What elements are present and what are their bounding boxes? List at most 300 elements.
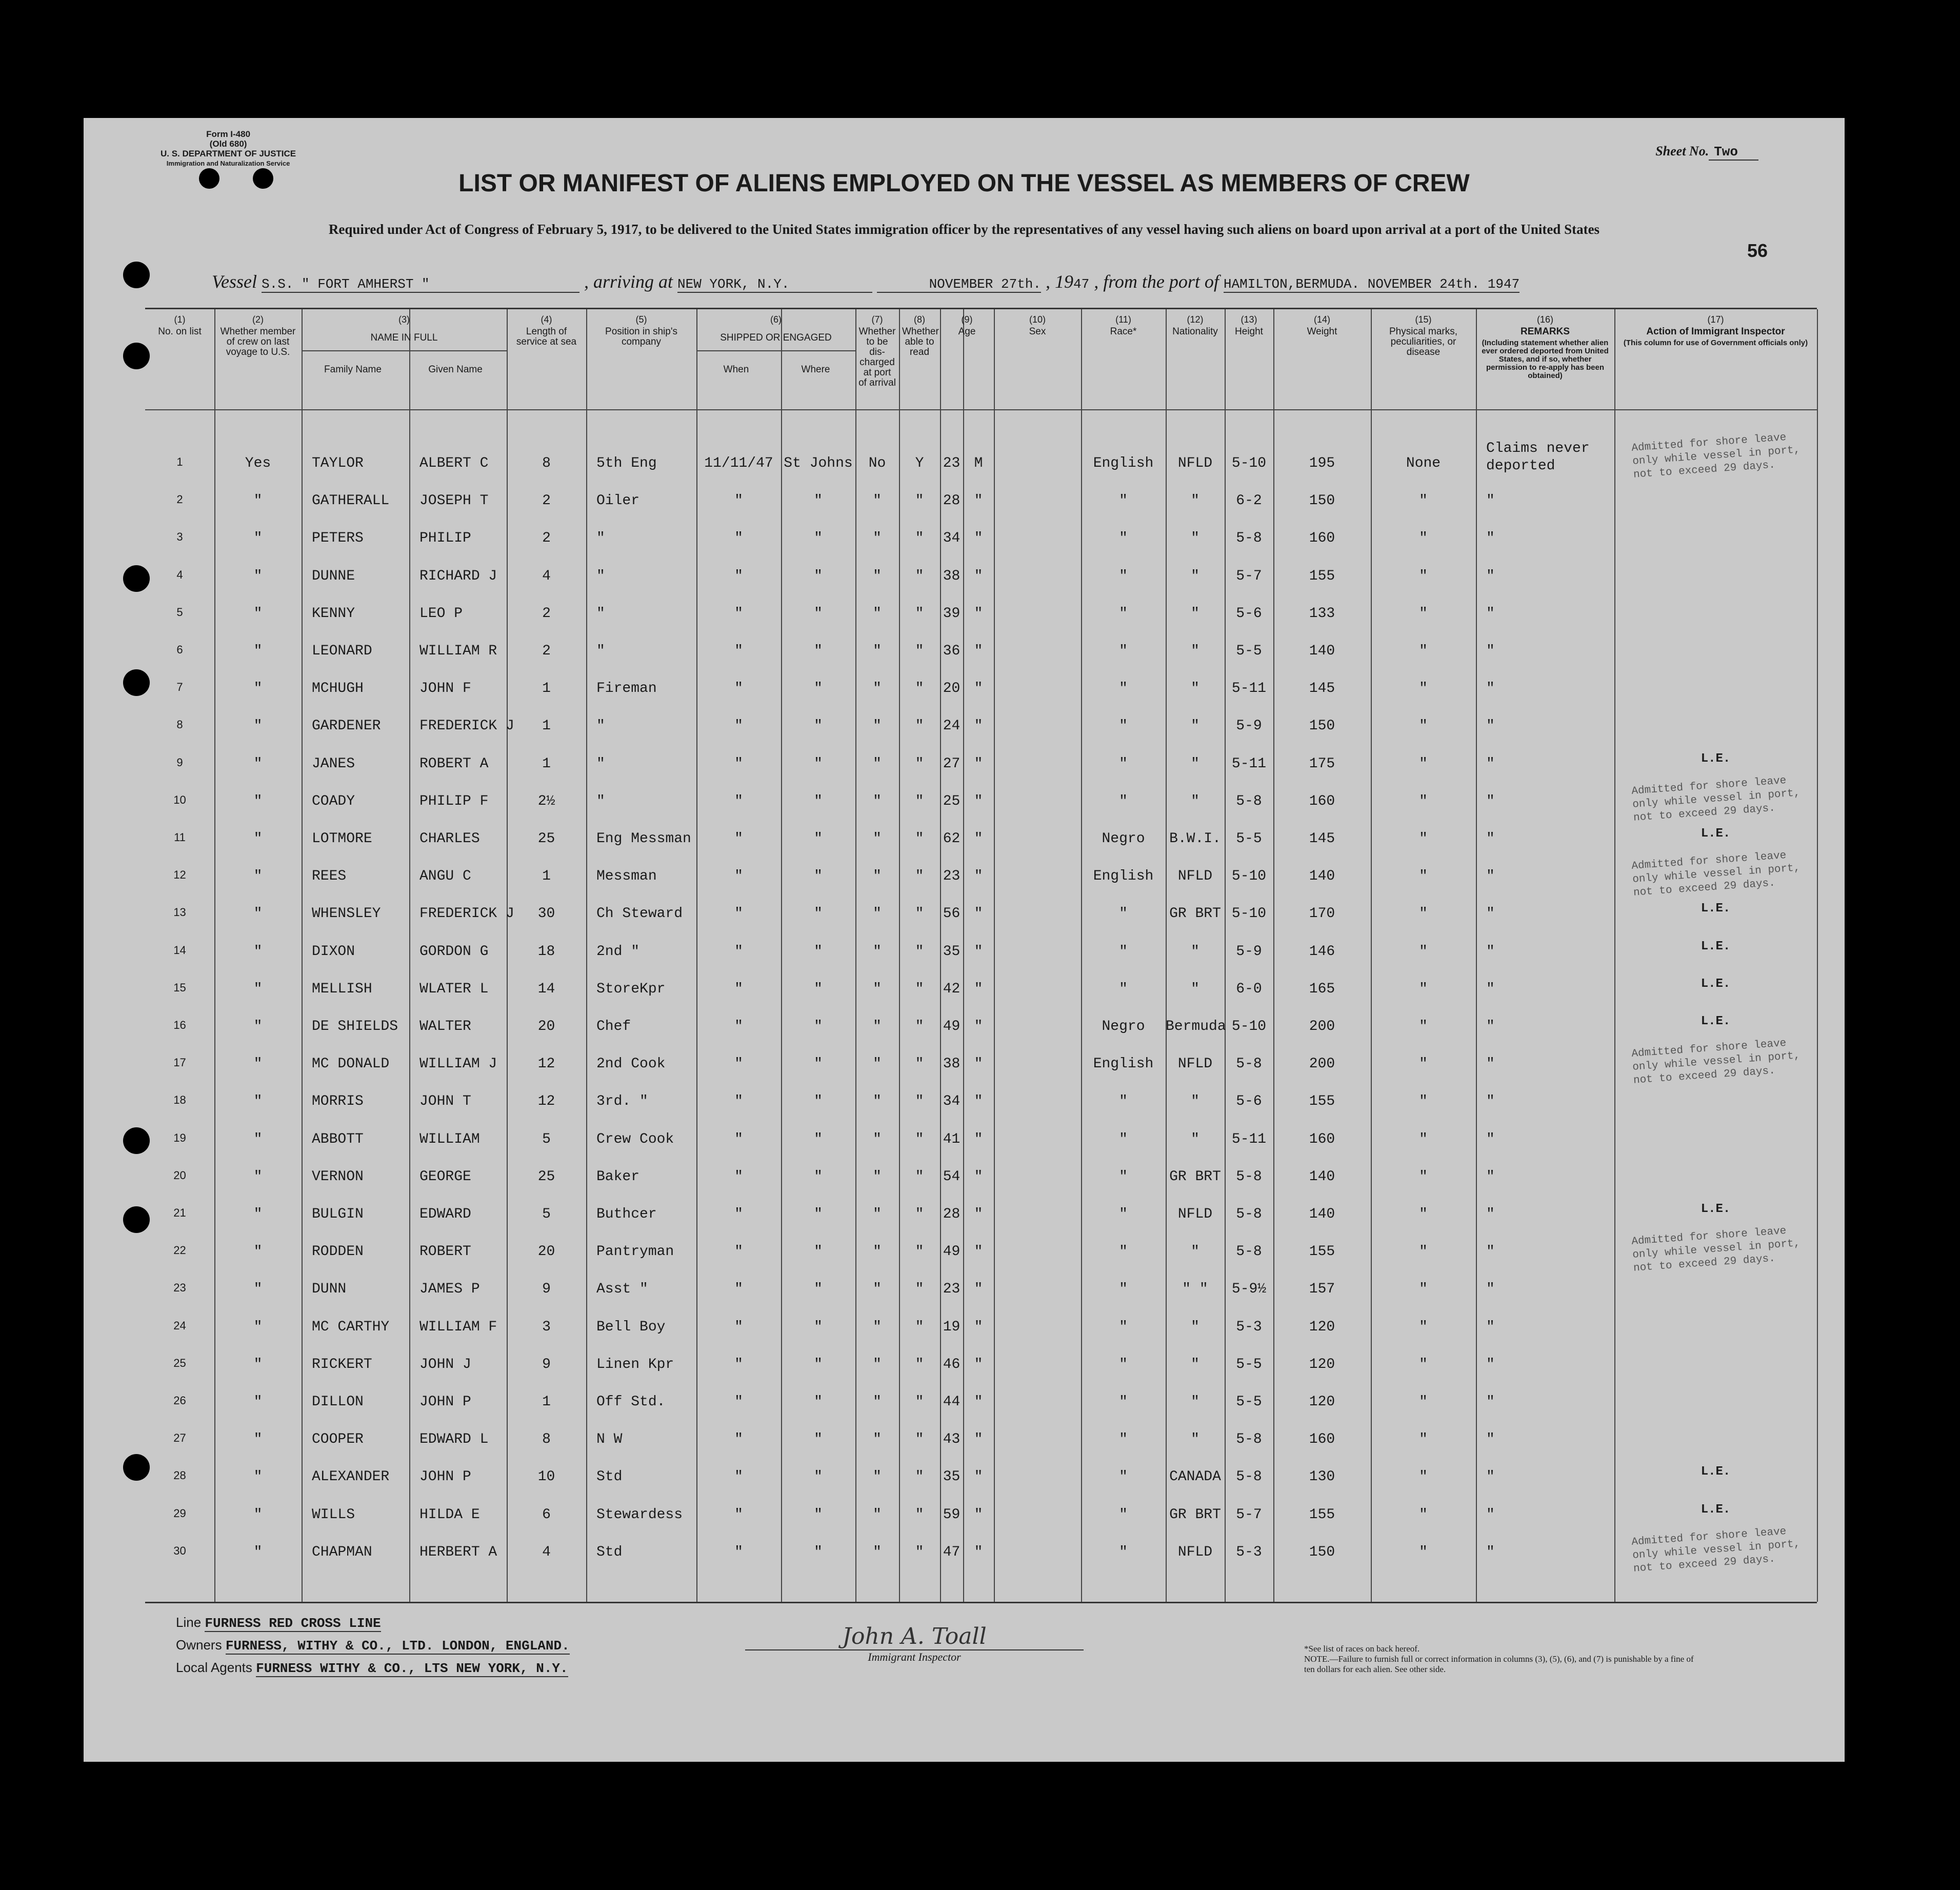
cell-remarks: " <box>1486 1244 1495 1260</box>
cell-when: " <box>734 1168 743 1185</box>
row-number: 24 <box>173 1319 186 1332</box>
cell-sex: " <box>974 643 983 659</box>
cell-age: 62 <box>943 831 961 847</box>
cell-age: 49 <box>943 1019 961 1034</box>
cell-read: " <box>915 1019 924 1034</box>
departure-port: HAMILTON,BERMUDA. NOVEMBER 24th. 1947 <box>1223 276 1520 292</box>
cell-nat: " <box>1191 681 1199 697</box>
row-number: 21 <box>173 1206 186 1219</box>
cell-when: " <box>734 793 743 809</box>
cell-marks: " <box>1419 1168 1428 1185</box>
cell-weight: 160 <box>1309 530 1335 547</box>
column-header <box>1081 309 1166 339</box>
cell-race: " <box>1119 906 1128 922</box>
cell-height: 5-7 <box>1236 1506 1262 1523</box>
cell-where: " <box>814 643 823 659</box>
cell-marks: " <box>1419 1469 1428 1485</box>
cell-read: " <box>915 1281 924 1298</box>
cell-family: VERNON <box>312 1168 364 1185</box>
cell-marks: " <box>1419 981 1428 997</box>
cell-family: DILLON <box>312 1394 364 1410</box>
row-number: 2 <box>176 493 183 506</box>
cell-weight: 140 <box>1309 868 1335 885</box>
cell-service: 4 <box>542 568 551 584</box>
cell-age: 43 <box>943 1431 961 1448</box>
cell-age: 47 <box>943 1544 961 1560</box>
cell-sex: " <box>974 1319 983 1335</box>
cell-age: 28 <box>943 1206 961 1222</box>
cell-nat: " <box>1191 1093 1199 1110</box>
column-header <box>1225 309 1273 339</box>
row-number: 15 <box>173 981 186 994</box>
cell-height: 5-10 <box>1231 868 1267 885</box>
cell-family: GATHERALL <box>312 493 390 509</box>
cell-action: L.E. <box>1701 1014 1731 1028</box>
cell-service: 20 <box>537 1019 555 1034</box>
cell-race: " <box>1119 493 1128 509</box>
cell-disch: " <box>873 530 882 547</box>
arriving-label: , arriving at <box>584 271 673 292</box>
cell-position: 2nd " <box>596 943 640 960</box>
cell-disch: " <box>873 718 882 734</box>
cell-weight: 195 <box>1309 455 1335 471</box>
cell-race: " <box>1119 643 1128 659</box>
cell-where: " <box>814 1093 823 1110</box>
cell-remarks: " <box>1486 1544 1495 1560</box>
cell-given: EDWARD L <box>419 1431 489 1448</box>
cell-nat: CANADA <box>1169 1469 1221 1485</box>
cell-family: JANES <box>312 755 355 772</box>
binder-hole <box>123 565 150 592</box>
cell-action: L.E. <box>1701 827 1731 841</box>
cell-age: 19 <box>943 1319 961 1335</box>
cell-nat: NFLD <box>1177 1206 1213 1222</box>
cell-age: 28 <box>943 493 961 509</box>
column-divider <box>586 309 587 1602</box>
column-header <box>696 309 855 375</box>
cell-given: PHILIP F <box>419 793 489 809</box>
cell-prev: " <box>253 1131 263 1147</box>
cell-prev: " <box>253 493 263 509</box>
cell-given: LEO P <box>419 605 463 622</box>
row-number: 25 <box>173 1356 186 1369</box>
column-sublabel: (Including statement whether alien ever ordered deported from United States, and if so, whether permission to re-apply has been obtained) <box>1482 339 1609 380</box>
cell-age: 56 <box>943 906 961 922</box>
column-divider <box>1817 309 1818 1602</box>
cell-family: WILLS <box>312 1506 355 1523</box>
cell-position: Fireman <box>596 681 657 697</box>
row-number: 7 <box>176 681 183 694</box>
cell-position: 5th Eng <box>596 455 657 471</box>
cell-read: " <box>915 793 924 809</box>
cell-when: " <box>734 568 743 584</box>
cell-marks: " <box>1419 755 1428 772</box>
cell-remarks: Claims never deported <box>1486 441 1590 474</box>
cell-nat: " <box>1191 643 1199 659</box>
cell-age: 38 <box>943 568 961 584</box>
cell-given: RICHARD J <box>419 568 497 584</box>
cell-position: Baker <box>596 1168 640 1185</box>
cell-sex: " <box>974 1394 983 1410</box>
cell-service: 2½ <box>537 793 555 809</box>
column-header <box>507 309 586 349</box>
cell-when: " <box>734 1281 743 1298</box>
cell-prev: " <box>253 1506 263 1523</box>
cell-race: " <box>1119 1356 1128 1372</box>
cell-prev: " <box>253 1168 263 1185</box>
cell-race: " <box>1119 981 1128 997</box>
cell-prev: " <box>253 1281 263 1298</box>
cell-where: " <box>814 943 823 960</box>
cell-read: " <box>915 1356 924 1372</box>
column-header <box>994 309 1081 339</box>
cell-when: " <box>734 981 743 997</box>
cell-race: " <box>1119 718 1128 734</box>
cell-disch: " <box>873 1281 882 1298</box>
cell-when: 11/11/47 <box>704 455 773 471</box>
cell-when: " <box>734 1356 743 1372</box>
cell-weight: 120 <box>1309 1319 1335 1335</box>
cell-disch: " <box>873 831 882 847</box>
cell-age: 59 <box>943 1506 961 1523</box>
cell-sex: " <box>974 681 983 697</box>
cell-disch: " <box>873 981 882 997</box>
cell-position: " <box>596 755 605 772</box>
column-number: (14) <box>1313 314 1330 325</box>
cell-weight: 140 <box>1309 1206 1335 1222</box>
cell-nat: " <box>1191 718 1199 734</box>
column-label: SHIPPED OR ENGAGED <box>696 331 855 351</box>
cell-disch: " <box>873 1019 882 1034</box>
cell-race: " <box>1119 1281 1128 1298</box>
cell-disch: " <box>873 868 882 885</box>
cell-prev: " <box>253 681 263 697</box>
cell-disch: " <box>873 1544 882 1560</box>
cell-where: " <box>814 1356 823 1372</box>
cell-family: DUNN <box>312 1281 347 1298</box>
cell-read: " <box>915 943 924 960</box>
cell-position: Chef <box>596 1019 631 1034</box>
cell-nat: " <box>1191 943 1199 960</box>
cell-read: " <box>915 1544 924 1560</box>
cell-where: " <box>814 568 823 584</box>
cell-marks: " <box>1419 605 1428 622</box>
cell-height: 5-5 <box>1236 831 1262 847</box>
cell-height: 5-5 <box>1236 1356 1262 1372</box>
cell-position: " <box>596 568 605 584</box>
voyage-line <box>212 271 1519 293</box>
cell-remarks: " <box>1486 981 1495 997</box>
cell-nat: " <box>1191 1431 1199 1448</box>
cell-read: " <box>915 605 924 622</box>
cell-family: COADY <box>312 793 355 809</box>
column-label: Age <box>958 326 976 337</box>
cell-where: " <box>814 1206 823 1222</box>
cell-when: " <box>734 1319 743 1335</box>
binder-hole <box>123 1127 150 1154</box>
cell-where: " <box>814 868 823 885</box>
cell-remarks: " <box>1486 755 1495 772</box>
cell-age: 23 <box>943 868 961 885</box>
column-label: Sex <box>1029 326 1046 337</box>
cell-family: DUNNE <box>312 568 355 584</box>
cell-height: 5-9 <box>1236 718 1262 734</box>
cell-sex: " <box>974 493 983 509</box>
cell-given: GORDON G <box>419 943 489 960</box>
from-label: , from the port of <box>1094 271 1219 292</box>
cell-when: " <box>734 943 743 960</box>
column-label: Whether member of crew on last voyage to U.S. <box>220 326 296 357</box>
cell-height: 5-5 <box>1236 1394 1262 1410</box>
form-identifier <box>161 129 296 168</box>
cell-remarks: " <box>1486 643 1495 659</box>
cell-nat: " <box>1191 530 1199 547</box>
inspector-label: Immigrant Inspector <box>745 1649 1084 1664</box>
cell-race: English <box>1093 1056 1154 1072</box>
column-label: No. on list <box>158 326 202 337</box>
cell-read: " <box>915 493 924 509</box>
cell-position: Buthcer <box>596 1206 657 1222</box>
cell-nat: B.W.I. <box>1169 831 1221 847</box>
cell-marks: " <box>1419 643 1428 659</box>
cell-action: L.E. <box>1701 902 1731 916</box>
cell-given: ROBERT A <box>419 755 489 772</box>
note-races: *See list of races on back hereof. <box>1304 1644 1420 1654</box>
column-header <box>940 309 994 339</box>
cell-marks: " <box>1419 1431 1428 1448</box>
cell-sex: " <box>974 605 983 622</box>
cell-marks: " <box>1419 831 1428 847</box>
cell-sex: M <box>974 455 983 471</box>
cell-where: " <box>814 1244 823 1260</box>
column-number: (17) <box>1707 314 1724 325</box>
cell-family: WHENSLEY <box>312 906 381 922</box>
cell-position: " <box>596 718 605 734</box>
column-label: Action of Immigrant Inspector <box>1646 326 1785 337</box>
cell-race: Negro <box>1102 831 1145 847</box>
column-divider <box>302 309 303 1602</box>
header-divider <box>145 409 1817 410</box>
cell-race: " <box>1119 530 1128 547</box>
cell-position: " <box>596 643 605 659</box>
cell-family: MCHUGH <box>312 681 364 697</box>
cell-given: ANGU C <box>419 868 471 885</box>
cell-prev: " <box>253 906 263 922</box>
column-number: (10) <box>1029 314 1046 325</box>
row-number: 4 <box>176 568 183 581</box>
row-number: 26 <box>173 1394 186 1407</box>
cell-sex: " <box>974 868 983 885</box>
cell-service: 9 <box>542 1356 551 1372</box>
cell-read: " <box>915 1056 924 1072</box>
cell-disch: " <box>873 1131 882 1147</box>
cell-given: CHARLES <box>419 831 480 847</box>
cell-race: " <box>1119 568 1128 584</box>
shore-leave-stamp: Admitted for shore leave only while vessel in port, not to exceed 29 days. <box>1631 1225 1801 1275</box>
cell-marks: " <box>1419 1206 1428 1222</box>
cell-height: 5-8 <box>1236 1056 1262 1072</box>
cell-action: L.E. <box>1701 1465 1731 1479</box>
cell-remarks: " <box>1486 568 1495 584</box>
cell-where: " <box>814 493 823 509</box>
form-old-number: (Old 680) <box>209 139 247 149</box>
form-number: Form I-480 <box>206 129 251 139</box>
cell-sex: " <box>974 943 983 960</box>
cell-height: 5-8 <box>1236 1244 1262 1260</box>
cell-family: MC CARTHY <box>312 1319 390 1335</box>
column-number: (2) <box>252 314 264 325</box>
cell-remarks: " <box>1486 831 1495 847</box>
cell-given: HERBERT A <box>419 1544 497 1560</box>
cell-nat: NFLD <box>1177 1056 1213 1072</box>
column-label: Weight <box>1307 326 1337 337</box>
cell-remarks: " <box>1486 1281 1495 1298</box>
cell-family: RICKERT <box>312 1356 372 1372</box>
cell-marks: " <box>1419 568 1428 584</box>
vessel-label: Vessel <box>212 271 257 292</box>
cell-disch: " <box>873 1056 882 1072</box>
cell-service: 2 <box>542 643 551 659</box>
cell-prev: " <box>253 530 263 547</box>
cell-nat: " <box>1191 568 1199 584</box>
column-sublabel: Given Name <box>428 364 483 375</box>
column-divider <box>1476 309 1477 1602</box>
cell-prev: " <box>253 1056 263 1072</box>
cell-age: 38 <box>943 1056 961 1072</box>
cell-height: 5-10 <box>1231 1019 1267 1034</box>
note-fine: NOTE.—Failure to furnish full or correct information in columns (3), (5), (6), and (7) is punishable by a fine of ten dollars for each alien. See other side. <box>1304 1654 1694 1674</box>
column-header <box>855 309 899 390</box>
cell-when: " <box>734 1244 743 1260</box>
cell-given: JOHN J <box>419 1356 471 1372</box>
row-number: 12 <box>173 868 186 882</box>
cell-disch: " <box>873 1506 882 1523</box>
cell-disch: No <box>868 455 886 471</box>
service-name: Immigration and Naturalization Service <box>166 160 290 167</box>
cell-position: Stewardess <box>596 1506 683 1523</box>
cell-weight: 140 <box>1309 1168 1335 1185</box>
cell-prev: " <box>253 1544 263 1560</box>
cell-service: 12 <box>537 1093 555 1110</box>
cell-nat: GR BRT <box>1169 906 1221 922</box>
cell-where: " <box>814 1168 823 1185</box>
cell-nat: NFLD <box>1177 455 1213 471</box>
cell-age: 25 <box>943 793 961 809</box>
column-sublabel: When <box>723 364 749 375</box>
binder-hole <box>123 1454 150 1481</box>
column-number: (3) <box>398 314 410 325</box>
cell-service: 14 <box>537 981 555 997</box>
cell-when: " <box>734 868 743 885</box>
cell-read: " <box>915 1506 924 1523</box>
cell-where: " <box>814 605 823 622</box>
cell-nat: " <box>1191 981 1199 997</box>
cell-nat: GR BRT <box>1169 1506 1221 1523</box>
footer-owners <box>176 1637 570 1655</box>
cell-weight: 133 <box>1309 605 1335 622</box>
cell-position: Oiler <box>596 493 640 509</box>
cell-age: 35 <box>943 943 961 960</box>
cell-race: " <box>1119 605 1128 622</box>
cell-family: MORRIS <box>312 1093 364 1110</box>
cell-prev: " <box>253 718 263 734</box>
cell-where: " <box>814 530 823 547</box>
cell-service: 20 <box>537 1244 555 1260</box>
cell-marks: " <box>1419 793 1428 809</box>
cell-service: 1 <box>542 868 551 885</box>
cell-height: 5-9 <box>1236 943 1262 960</box>
cell-given: JOSEPH T <box>419 493 489 509</box>
cell-position: Ch Steward <box>596 906 683 922</box>
row-number: 1 <box>176 455 183 468</box>
cell-sex: " <box>974 1206 983 1222</box>
shore-leave-stamp: Admitted for shore leave only while vessel in port, not to exceed 29 days. <box>1631 1038 1801 1087</box>
cell-weight: 155 <box>1309 1093 1335 1110</box>
cell-when: " <box>734 605 743 622</box>
signature-text: John A. Toall <box>842 1623 987 1649</box>
cell-remarks: " <box>1486 1431 1495 1448</box>
row-number: 27 <box>173 1431 186 1445</box>
crew-table <box>145 308 1817 1603</box>
cell-weight: 160 <box>1309 1131 1335 1147</box>
cell-read: " <box>915 1131 924 1147</box>
cell-sex: " <box>974 1281 983 1298</box>
column-label: Whether able to read <box>902 326 939 357</box>
cell-nat: " <box>1191 1356 1199 1372</box>
cell-remarks: " <box>1486 1093 1495 1110</box>
cell-when: " <box>734 1394 743 1410</box>
cell-given: PHILIP <box>419 530 471 547</box>
cell-where: " <box>814 1019 823 1034</box>
cell-read: " <box>915 568 924 584</box>
cell-nat: " <box>1191 1131 1199 1147</box>
page-subtitle: Required under Act of Congress of February 5, 1917, to be delivered to the United States immigration officer by the representatives of any vessel having such aliens on board upon arrival at a port of the United States <box>328 222 1600 237</box>
cell-where: " <box>814 755 823 772</box>
cell-given: EDWARD <box>419 1206 471 1222</box>
cell-family: DIXON <box>312 943 355 960</box>
cell-family: RODDEN <box>312 1244 364 1260</box>
cell-where: " <box>814 1131 823 1147</box>
cell-when: " <box>734 1544 743 1560</box>
cell-height: 5-7 <box>1236 568 1262 584</box>
arrival-year: 47 <box>1073 276 1090 292</box>
row-number: 9 <box>176 755 183 769</box>
footer-agents <box>176 1660 568 1677</box>
column-label: Race* <box>1110 326 1137 337</box>
row-number: 28 <box>173 1469 186 1482</box>
cell-where: " <box>814 1319 823 1335</box>
cell-marks: " <box>1419 1056 1428 1072</box>
cell-prev: " <box>253 868 263 885</box>
cell-prev: Yes <box>245 455 271 471</box>
cell-when: " <box>734 493 743 509</box>
cell-remarks: " <box>1486 1469 1495 1485</box>
cell-marks: " <box>1419 1019 1428 1034</box>
owners-label: Owners <box>176 1637 222 1653</box>
cell-action: L.E. <box>1701 939 1731 953</box>
row-number: 14 <box>173 943 186 957</box>
cell-remarks: " <box>1486 906 1495 922</box>
row-number: 22 <box>173 1244 186 1257</box>
cell-where: " <box>814 831 823 847</box>
cell-given: HILDA E <box>419 1506 480 1523</box>
cell-position: N W <box>596 1431 623 1448</box>
cell-weight: 157 <box>1309 1281 1335 1298</box>
cell-height: 5-10 <box>1231 455 1267 471</box>
column-number: (8) <box>914 314 925 325</box>
cell-family: ALEXANDER <box>312 1469 390 1485</box>
cell-marks: " <box>1419 530 1428 547</box>
